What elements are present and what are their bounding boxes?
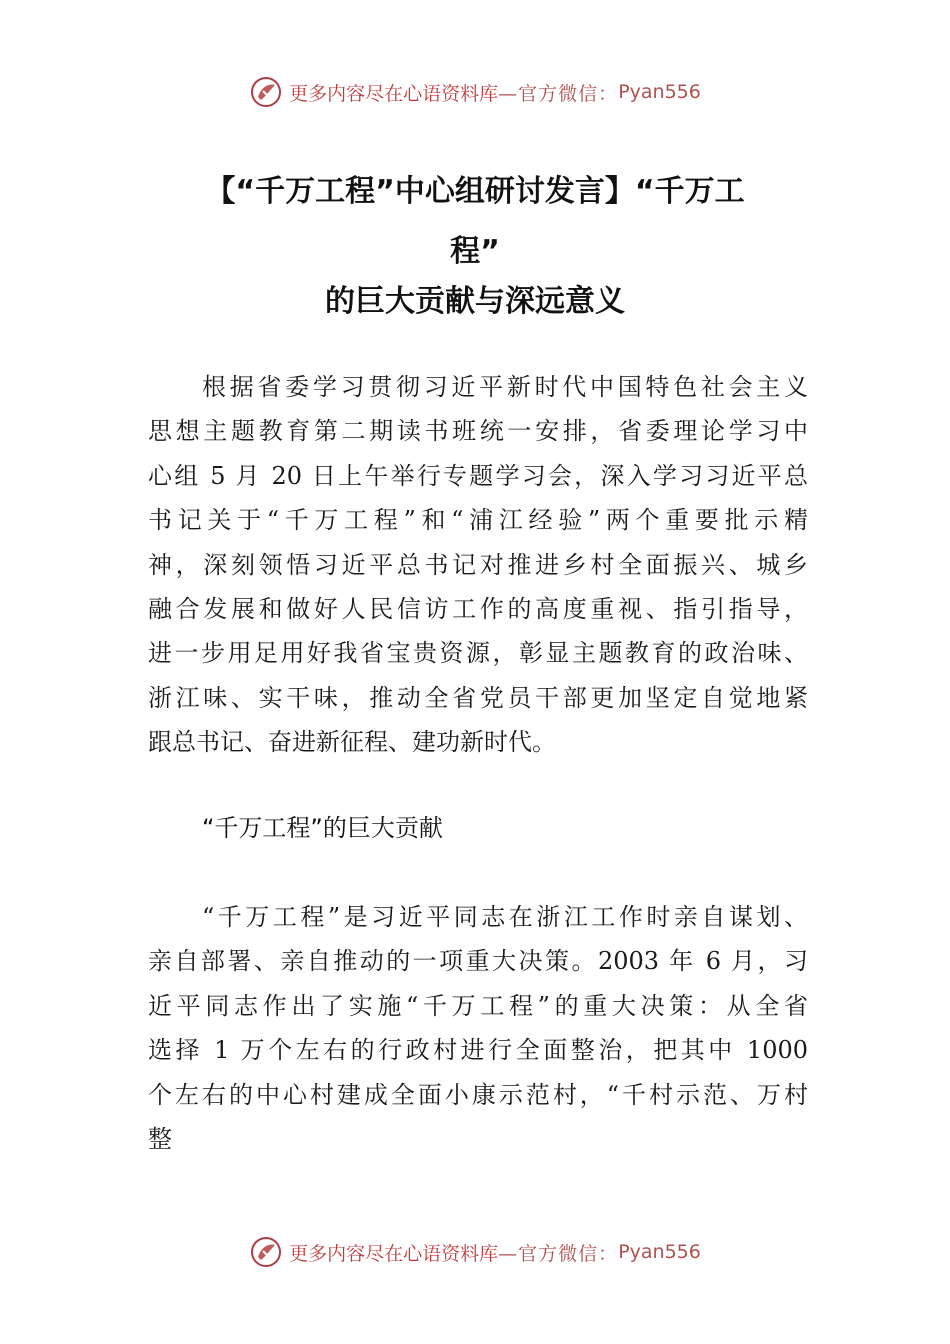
paragraph-line: 选择 1 万个左右的行政村进行全面整治，把其中 1000 — [148, 1036, 808, 1065]
watermark-brand: 更多内容尽在心语资料库 — [289, 82, 499, 105]
watermark-footer — [0, 1232, 950, 1272]
paragraph-line: 跟总书记、奋进新征程、建功新时代。 — [148, 728, 556, 757]
paragraph-line: 根据省委学习贯彻习近平新时代中国特色社会主义 — [202, 373, 808, 401]
watermark-id: Pyan556 — [618, 1241, 701, 1263]
brand-logo-icon — [249, 1235, 283, 1269]
paragraph-line: 近平同志作出了实施“千万工程”的重大决策：从全省 — [148, 991, 808, 1020]
watermark-header — [0, 72, 950, 112]
paragraph-intro — [148, 365, 808, 765]
paragraph-line: 书记关于“千万工程”和“浦江经验”两个重要批示精 — [148, 506, 808, 535]
paragraph-line: 个左右的中心村建成全面小康示范村，“千村示范、万村 — [148, 1080, 808, 1109]
watermark-id: Pyan556 — [618, 81, 701, 103]
paragraph-line: 融合发展和做好人民信访工作的高度重视、指引指导， — [148, 595, 808, 624]
watermark-contact: —官方微信： — [498, 82, 619, 105]
paragraph-line: 心组 5 月 20 日上午举行专题学习会，深入学习习近平总 — [148, 461, 808, 490]
document-title-line-2: 程” — [450, 234, 500, 269]
paragraph-line: 浙江味、实干味，推动全省党员干部更加坚定自觉地紧 — [148, 683, 808, 712]
paragraph-line: 神，深刻领悟习近平总书记对推进乡村全面振兴、城乡 — [148, 550, 808, 579]
brand-logo-icon — [249, 75, 283, 109]
paragraph-line: “千万工程”是习近平同志在浙江工作时亲自谋划、 — [202, 903, 808, 931]
watermark-brand: 更多内容尽在心语资料库 — [289, 1242, 499, 1265]
paragraph-line: 进一步用足用好我省宝贵资源，彰显主题教育的政治味、 — [148, 639, 808, 668]
document-title-line-3: 的巨大贡献与深远意义 — [325, 284, 625, 319]
paragraph-line: 整 — [148, 1125, 172, 1154]
document-title-line-1: 【“千万工程”中心组研讨发言】“千万工 — [205, 174, 745, 209]
watermark-contact: —官方微信： — [498, 1242, 619, 1265]
section-heading: “千万工程”的巨大贡献 — [202, 814, 443, 842]
paragraph-line: 思想主题教育第二期读书班统一安排，省委理论学习中 — [148, 417, 808, 446]
paragraph-line: 亲自部署、亲自推动的一项重大决策。2003 年 6 月，习 — [148, 947, 808, 976]
paragraph-contribution — [148, 895, 808, 1161]
